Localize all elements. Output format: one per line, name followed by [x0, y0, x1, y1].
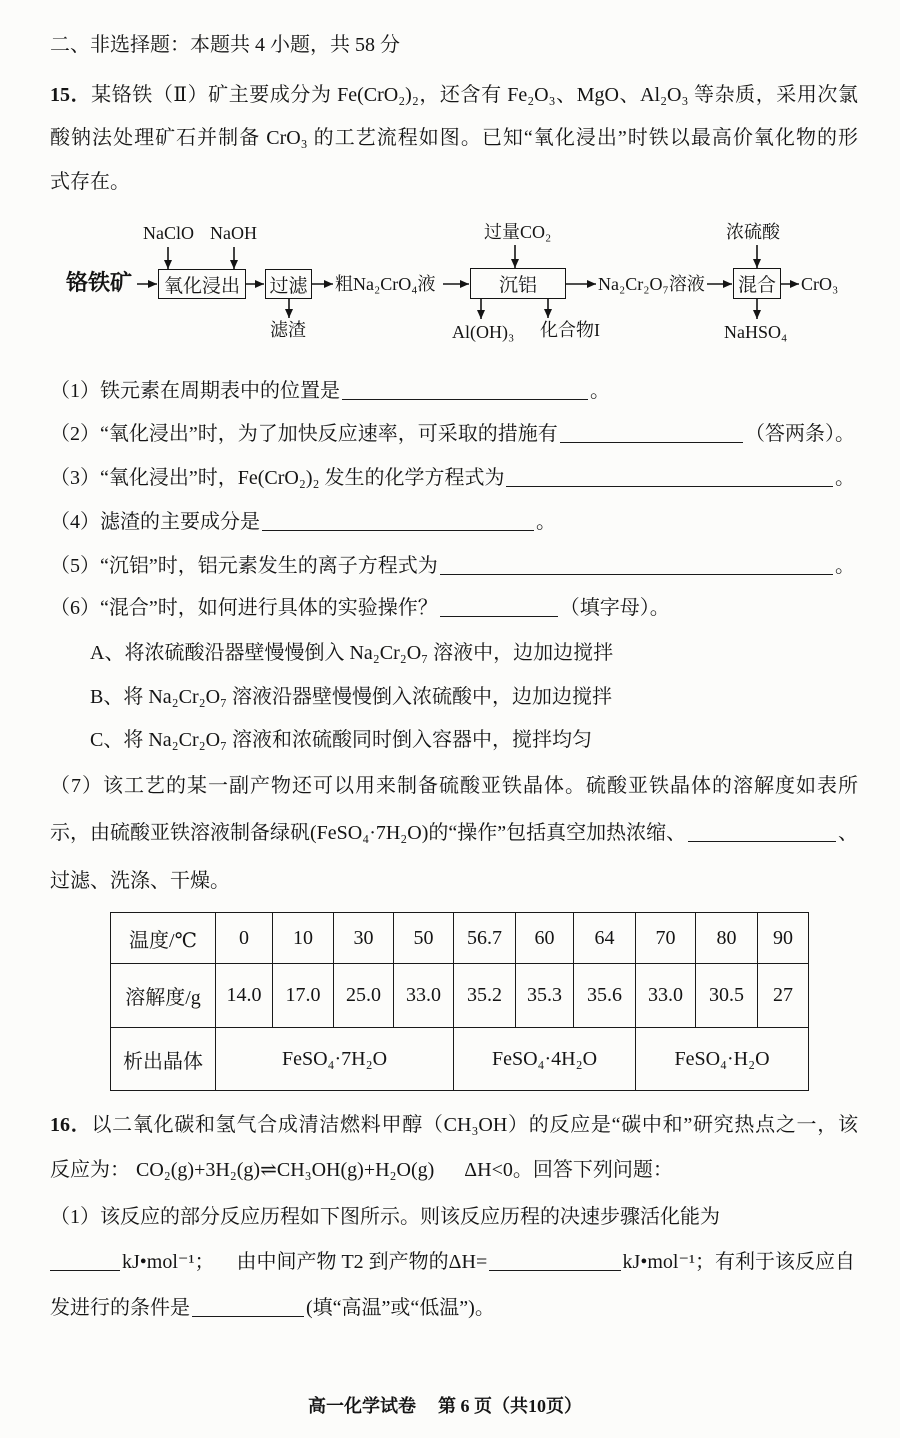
q15-subquestion-1 [50, 376, 610, 406]
temperature-cell: 50 [394, 913, 454, 964]
temperature-cell: 80 [696, 913, 758, 964]
reagent-naoh: NaOH [210, 223, 257, 243]
answer-blank [440, 596, 558, 617]
q15-stem-text: 某铬铁（Ⅱ）矿主要成分为 Fe(CrO₂)₂，还含有 Fe₂O₃、MgO、Al₂O₃ 等杂质，采用次氯 [91, 84, 859, 106]
page-footer [308, 1393, 582, 1419]
table-row-crystal [111, 1028, 809, 1091]
question-text: （4）滤渣的主要成分是 [50, 511, 260, 533]
answer-blank [688, 821, 836, 842]
q16-subquestion-1-line [50, 1293, 495, 1323]
temperature-cell: 70 [636, 913, 696, 964]
solubility-table [110, 912, 809, 1091]
question-text: 。 [835, 555, 855, 577]
solubility-cell: 33.0 [394, 964, 454, 1028]
byproduct-compound-1: 化合物I [540, 320, 600, 340]
q15-subquestion-4 [50, 507, 556, 537]
step-mix-box: 混合 [733, 268, 781, 299]
solubility-cell: 30.5 [696, 964, 758, 1028]
question-text: 、 [838, 822, 858, 844]
stream-crude-chromate: 粗Na₂CrO₄液 [335, 274, 436, 294]
question-text: 由中间产物 T2 到产物的ΔH= [236, 1251, 488, 1273]
question-number: 16． [50, 1114, 92, 1136]
temperature-cell: 10 [273, 913, 334, 964]
question-text: （5）“沉铝”时，铝元素发生的离子方程式为 [50, 555, 438, 577]
q15-subquestion-7-line: （7）该工艺的某一副产物还可以用来制备硫酸亚铁晶体。硫酸亚铁晶体的溶解度如表所 [50, 775, 858, 797]
row-label-solubility: 溶解度/g [111, 964, 216, 1028]
table-row-temperature [111, 913, 809, 964]
question-text: 示，由硫酸亚铁溶液制备绿矾(FeSO₄·7H₂O)的“操作”包括真空加热浓缩、 [50, 822, 687, 844]
solubility-cell: 33.0 [636, 964, 696, 1028]
crystal-cell: FeSO₄·H₂O [636, 1028, 809, 1091]
q16-stem-line [50, 1155, 673, 1185]
crystal-cell: FeSO₄·4H₂O [454, 1028, 636, 1091]
byproduct-residue: 滤渣 [270, 320, 306, 340]
answer-blank [560, 422, 743, 443]
question-text: （填字母）。 [559, 597, 670, 619]
q15-stem-line [50, 80, 858, 110]
step-oxidative-leach-box: 氧化浸出 [158, 269, 246, 299]
temperature-cell: 90 [758, 913, 809, 964]
q16-stem-line [50, 1110, 858, 1140]
temperature-cell: 0 [216, 913, 273, 964]
option-c: C、将 Na₂Cr₂O₇ 溶液和浓硫酸同时倒入容器中，搅拌均匀 [90, 729, 593, 751]
option-b: B、将 Na₂Cr₂O₇ 溶液沿器壁慢慢倒入浓硫酸中，边加边搅拌 [90, 686, 613, 708]
option-a: A、将浓硫酸沿器壁慢慢倒入 Na₂Cr₂O₇ 溶液中，边加边搅拌 [90, 642, 614, 664]
answer-blank [262, 510, 534, 531]
q16-stem-text: 反应为： [50, 1159, 130, 1181]
answer-blank [342, 379, 588, 400]
reagent-sulfuric-acid: 浓硫酸 [726, 222, 780, 242]
q15-stem-line: 酸钠法处理矿石并制备 CrO₃ 的工艺流程如图。已知“氧化浸出”时铁以最高价氧化物的形 [50, 127, 858, 149]
unit-text: kJ•mol⁻¹； [122, 1251, 215, 1273]
footer-subject: 高一化学试卷 [308, 1396, 416, 1416]
byproduct-aluminium-hydroxide: Al(OH)₃ [452, 322, 515, 342]
q15-subquestion-5 [50, 551, 855, 581]
question-text: 发进行的条件是 [50, 1297, 190, 1319]
footer-page-number: 第 6 页（共10页） [438, 1396, 582, 1416]
row-label-temperature: 温度/℃ [111, 913, 216, 964]
question-text: （3）“氧化浸出”时，Fe(CrO₂)₂ 发生的化学方程式为 [50, 467, 505, 489]
solubility-cell: 25.0 [334, 964, 394, 1028]
question-text: 。 [590, 380, 610, 402]
raw-material-label: 铬铁矿 [66, 270, 133, 295]
question-number: 15． [50, 84, 92, 106]
question-text: kJ•mol⁻¹；有利于该反应自 [622, 1251, 855, 1273]
answer-blank [506, 466, 833, 487]
answer-blank [50, 1250, 120, 1271]
reagent-naclo: NaClO [143, 223, 194, 243]
byproduct-sodium-bisulfate: NaHSO₄ [724, 322, 788, 342]
temperature-cell: 56.7 [454, 913, 516, 964]
table-row-solubility [111, 964, 809, 1028]
product-label: CrO₃ [801, 274, 839, 294]
question-text: 。 [536, 511, 556, 533]
solubility-cell: 17.0 [273, 964, 334, 1028]
question-text: (填“高温”或“低温”)。 [306, 1297, 495, 1319]
q15-stem-line: 式存在。 [50, 171, 130, 193]
solubility-cell: 27 [758, 964, 809, 1028]
solubility-cell: 35.2 [454, 964, 516, 1028]
answer-blank [192, 1296, 304, 1317]
q15-subquestion-6 [50, 593, 670, 623]
q15-subquestion-2 [50, 419, 855, 449]
q15-subquestion-3 [50, 463, 855, 493]
reagent-co2: 过量CO₂ [484, 222, 552, 242]
solubility-cell: 35.6 [574, 964, 636, 1028]
question-text: （答两条）。 [745, 423, 855, 445]
question-text: （2）“氧化浸出”时，为了加快反应速率，可采取的措施有 [50, 423, 558, 445]
q16-stem-text: ΔH<0。回答下列问题： [464, 1159, 673, 1181]
solubility-cell: 35.3 [516, 964, 574, 1028]
row-label-crystal: 析出晶体 [111, 1028, 216, 1091]
question-text: 。 [835, 467, 855, 489]
step-filter-box: 过滤 [265, 269, 312, 299]
solubility-cell: 14.0 [216, 964, 273, 1028]
q15-subquestion-7-line [50, 818, 858, 848]
temperature-cell: 30 [334, 913, 394, 964]
temperature-cell: 60 [516, 913, 574, 964]
section-heading: 二、非选择题：本题共 4 小题，共 58 分 [50, 34, 400, 56]
question-text: （6）“混合”时，如何进行具体的实验操作？ [50, 597, 438, 619]
answer-blank [489, 1250, 620, 1271]
q16-subquestion-1-line [50, 1247, 855, 1277]
q16-subquestion-1-line: （1）该反应的部分反应历程如下图所示。则该反应历程的决速步骤活化能为 [50, 1206, 720, 1228]
reaction-equation: CO₂(g)+3H₂(g)⇌CH₃OH(g)+H₂O(g) [136, 1159, 435, 1181]
step-al-precipitation-box: 沉铝 [470, 268, 566, 299]
q15-subquestion-7-line: 过滤、洗涤、干燥。 [50, 870, 230, 892]
answer-blank [440, 554, 833, 575]
temperature-cell: 64 [574, 913, 636, 964]
crystal-cell: FeSO₄·7H₂O [216, 1028, 454, 1091]
question-text: （1）铁元素在周期表中的位置是 [50, 380, 340, 402]
q16-stem-text: 以二氧化碳和氢气合成清洁燃料甲醇（CH₃OH）的反应是“碳中和”研究热点之一，该 [91, 1114, 858, 1136]
stream-dichromate: Na₂Cr₂O₇溶液 [598, 274, 705, 294]
